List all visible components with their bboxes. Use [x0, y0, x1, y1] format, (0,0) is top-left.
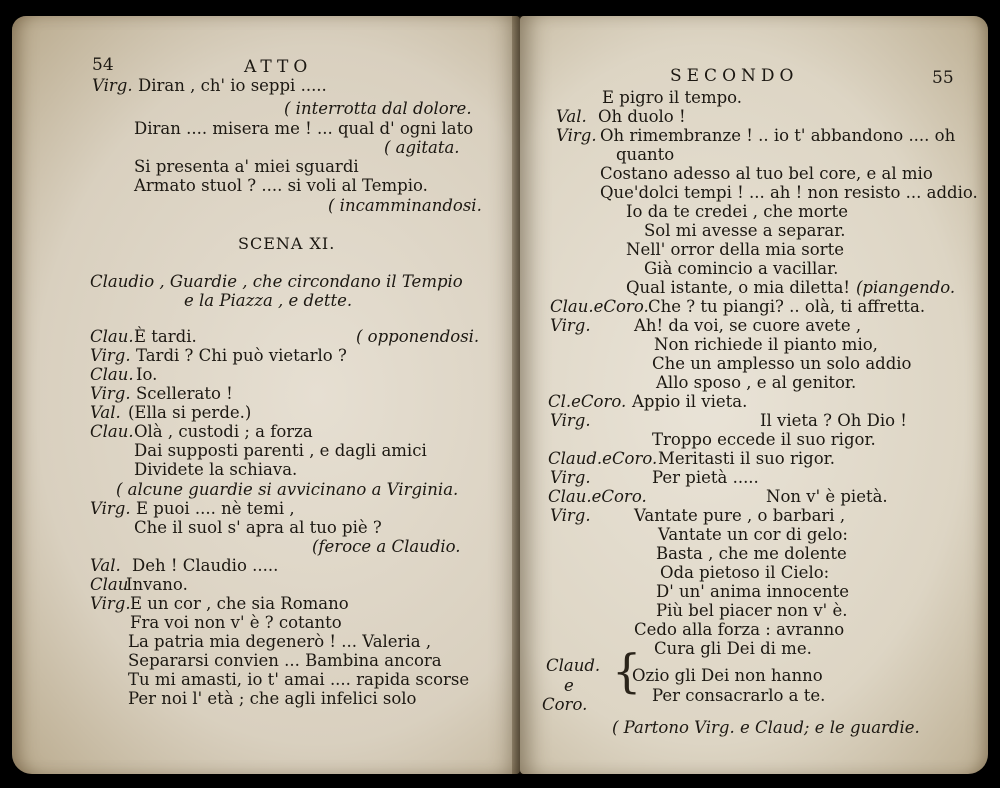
verse-line: Io. [136, 365, 158, 384]
verse-line: Io da te credei , che morte [626, 202, 848, 221]
verse-line: Qual istante, o mia diletta! [626, 278, 851, 297]
speaker: Claud.eCoro. [548, 449, 658, 468]
verse-line: Non richiede il pianto mio, [654, 335, 878, 354]
speaker: Virg. [550, 506, 591, 525]
verse-line: Cura gli Dei di me. [654, 639, 812, 658]
verse-line: E un cor , che sia Romano [130, 594, 349, 613]
left-page [12, 16, 520, 774]
page-number: 55 [932, 68, 954, 88]
speaker: Clau [90, 575, 129, 594]
speaker: Clau.eCoro. [548, 487, 647, 506]
verse-line: E pigro il tempo. [602, 88, 743, 107]
verse-line: Che un amplesso un solo addio [652, 354, 912, 373]
verse-line: Costano adesso al tuo bel core, e al mio [600, 164, 933, 183]
verse-line: (Ella si perde.) [128, 403, 252, 422]
speaker: Clau. [90, 422, 134, 441]
stage-direction: ( Partono Virg. e Claud; e le guardie. [612, 718, 920, 737]
verse-line: Per consacrarlo a te. [652, 686, 826, 705]
verse-line: Meritasti il suo rigor. [658, 449, 835, 468]
verse-line: Deh ! Claudio ..... [132, 556, 279, 575]
verse-line: Armato stuol ? .... si voli al Tempio. [134, 176, 428, 195]
verse-line: È tardi. [134, 327, 197, 346]
speaker: Virg. [90, 346, 131, 365]
open-book [12, 16, 988, 774]
verse-line: Vantate un cor di gelo: [658, 525, 848, 544]
stage-direction: (piangendo. [856, 278, 956, 297]
stage-direction: ( agitata. [384, 138, 460, 157]
stage-direction: ( alcune guardie si avvicinano a Virginia. [116, 480, 459, 499]
verse-line: Che il suol s' apra al tuo piè ? [134, 518, 382, 537]
speaker: Val. [90, 556, 121, 575]
speaker: Virg. [556, 126, 597, 145]
verse-line: Si presenta a' miei sguardi [134, 157, 359, 176]
verse-line: E puoi .... nè temi , [136, 499, 295, 518]
scene-description: e la Piazza , e dette. [184, 291, 353, 310]
verse-line: Troppo eccede il suo rigor. [652, 430, 876, 449]
stage-direction: ( opponendosi. [356, 327, 480, 346]
verse-line: Oda pietoso il Cielo: [660, 563, 830, 582]
speaker: Clau. [90, 327, 134, 346]
verse-line: Tu mi amasti, io t' amai .... rapida scorse [128, 670, 470, 689]
verse-line: Non v' è pietà. [766, 487, 888, 506]
verse-line: Cedo alla forza : avranno [634, 620, 845, 639]
running-head: SECONDO [670, 66, 799, 86]
verse-line: Basta , che me dolente [656, 544, 847, 563]
speaker: Virg. [90, 594, 131, 613]
running-head: ATTO [244, 57, 313, 77]
stage-direction: ( incamminandosi. [328, 196, 482, 215]
verse-line: Già comincio a vacillar. [644, 259, 839, 278]
verse-line: Que'dolci tempi ! ... ah ! non resisto ... addio. [600, 183, 978, 202]
speaker: Val. [90, 403, 121, 422]
verse-line: Dividete la schiava. [134, 460, 298, 479]
verse-line: Oh duolo ! [598, 107, 686, 126]
verse-line: D' un' anima innocente [656, 582, 850, 601]
verse-line: quanto [616, 145, 675, 164]
verse-line: Sol mi avesse a separar. [644, 221, 846, 240]
speaker: Claud. [546, 656, 601, 675]
speaker: Val. [556, 107, 587, 126]
verse-line: Ozio gli Dei non hanno [632, 666, 823, 685]
verse-line: Separarsi convien ... Bambina ancora [128, 651, 442, 670]
stage-direction: (feroce a Claudio. [312, 537, 461, 556]
verse-line: Diran .... misera me ! ... qual d' ogni lato [134, 119, 474, 138]
stage-direction: ( interrotta dal dolore. [284, 99, 472, 118]
verse-line: Il vieta ? Oh Dio ! [760, 411, 907, 430]
verse-line: Olà , custodi ; a forza [134, 422, 313, 441]
verse-line: Oh rimembranze ! .. io t' abbandono .... oh [600, 126, 956, 145]
verse-line: Che ? tu piangi? .. olà, ti affretta. [648, 297, 926, 316]
speaker: Virg. [550, 411, 591, 430]
speaker: Virg. [550, 468, 591, 487]
verse-line: Allo sposo , e al genitor. [656, 373, 857, 392]
speaker: Cl.eCoro. [548, 392, 627, 411]
speaker: Virg. [90, 499, 131, 518]
scene-heading: SCENA XI. [238, 234, 336, 253]
speaker: Virg. [92, 76, 133, 95]
speaker: Clau.eCoro. [550, 297, 649, 316]
page-number: 54 [92, 55, 114, 75]
speaker: Virg. [550, 316, 591, 335]
verse-line: Tardi ? Chi può vietarlo ? [136, 346, 347, 365]
verse-line: Appio il vieta. [632, 392, 748, 411]
verse-line: Ah! da voi, se cuore avete , [634, 316, 862, 335]
verse-line: La patria mia degenerò ! ... Valeria , [128, 632, 432, 651]
verse-line: Dai supposti parenti , e dagli amici [134, 441, 427, 460]
verse-line: Fra voi non v' è ? cotanto [130, 613, 342, 632]
right-page [520, 16, 988, 774]
verse-line: Scellerato ! [136, 384, 233, 403]
brace: { [612, 644, 642, 698]
speaker: e [564, 676, 574, 695]
speaker: Virg. [90, 384, 131, 403]
verse-line: Nell' orror della mia sorte [626, 240, 844, 259]
verse-line: Per pietà ..... [652, 468, 759, 487]
verse-line: Diran , ch' io seppi ..... [138, 76, 327, 95]
verse-line: Invano. [126, 575, 188, 594]
verse-line: Vantate pure , o barbari , [634, 506, 846, 525]
verse-line: Più bel piacer non v' è. [656, 601, 848, 620]
verse-line: Per noi l' età ; che agli infelici solo [128, 689, 417, 708]
speaker: Clau. [90, 365, 134, 384]
scene-description: Claudio , Guardie , che circondano il Tempio [90, 272, 463, 291]
speaker: Coro. [542, 695, 588, 714]
